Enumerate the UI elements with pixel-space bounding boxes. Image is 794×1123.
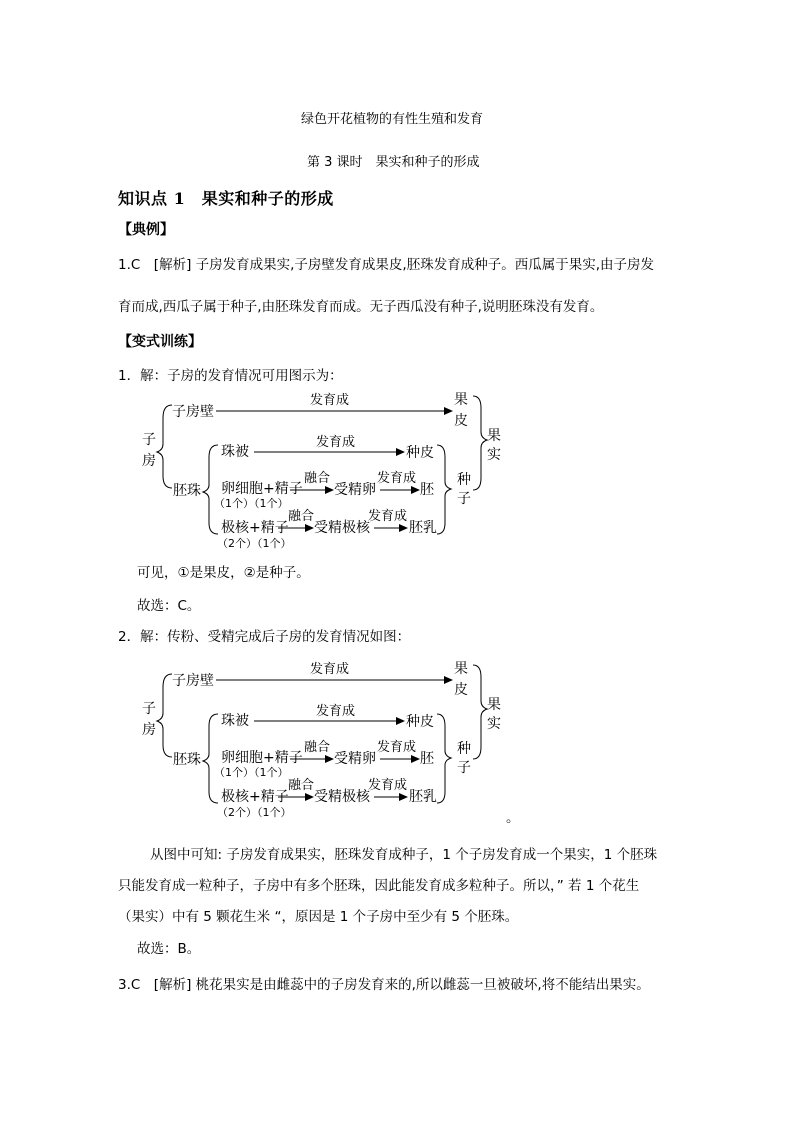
diagram-peel-char-1: 果	[454, 392, 468, 408]
diagram2-fruit-brace	[473, 665, 487, 759]
practice-q2-para-line2: 只能发育成一粒种子，子房中有多个胚珠，因此能发育成多粒种子。所以，” 若 1 个花生	[118, 878, 640, 894]
diagram2-egg-sperm: 卵细胞+精子	[221, 750, 303, 766]
diagram-peel-char-2: 皮	[454, 413, 468, 429]
diagram-develops-2: 发育成	[316, 435, 356, 450]
example-label: 【典例】	[118, 222, 174, 238]
example-q1-line2: 育而成,西瓜子属于种子,由胚珠发育而成。无子西瓜没有种子,说明胚珠没有发育。	[118, 299, 604, 315]
example-q1-line1: 1.C [解析] 子房发育成果实,子房壁发育成果皮,胚珠发育成种子。西瓜属于果实,由子房发	[118, 257, 655, 273]
diagram-fert-polar: 受精极核	[314, 520, 370, 536]
diagram2-polar-sperm: 极核+精子	[221, 789, 289, 805]
diagram-egg-sperm: 卵细胞+精子	[221, 481, 303, 497]
practice-q3: 3.C [解析] 桃花果实是由雌蕊中的子房发育来的,所以雌蕊一旦被破坏,将不能结出果实。	[118, 977, 650, 993]
diagram2-zygote: 受精卵	[334, 751, 376, 767]
practice-q1-answer: 故选：C。	[137, 598, 201, 614]
diagram2-peel-char-1: 果	[454, 661, 468, 677]
diagram2-seed-char-2: 子	[457, 760, 471, 776]
diagram2-develops-2: 发育成	[316, 704, 356, 719]
diagram-seed-coat: 种皮	[406, 445, 434, 461]
diagram-develops-4: 发育成	[368, 509, 408, 524]
diagram2-fert-polar: 受精极核	[314, 789, 370, 805]
diagram2-ovary-brace	[157, 674, 172, 757]
diagram-develops-1: 发育成	[310, 393, 350, 408]
diagram2-fruit-char-1: 果	[487, 697, 501, 713]
diagram-fruit-char-2: 实	[487, 447, 501, 463]
diagram2-develops-3: 发育成	[377, 740, 417, 755]
diagram2-fruit-char-2: 实	[487, 716, 501, 732]
diagram2-develops-1: 发育成	[310, 662, 350, 677]
diagram-ovary-wall: 子房壁	[172, 404, 214, 420]
diagram2-egg-count: （1个）（1个）	[214, 766, 289, 779]
diagram-ovary-char-2: 房	[142, 453, 156, 469]
diagram-ovary-char-1: 子	[142, 432, 156, 448]
practice-q2-para-line1: 从图中可知: 子房发育成果实，胚珠发育成种子，1 个子房发育成一个果实，1 个胚珠	[150, 847, 658, 863]
practice-q2-intro: 2．解：传粉、受精完成后子房的发育情况如图：	[118, 629, 411, 645]
diagram2-fuse-2: 融合	[288, 778, 315, 793]
diagram2-ovule-brace	[203, 714, 218, 803]
diagram2-seed-brace	[437, 714, 451, 803]
page-title: 绿色开花植物的有性生殖和发育	[301, 112, 484, 127]
diagram-zygote: 受精卵	[334, 482, 376, 498]
diagram2-seed-char-1: 种	[457, 741, 471, 757]
diagram-endosperm: 胚乳	[409, 520, 437, 536]
practice-q2-period: 。	[506, 810, 520, 826]
diagram2-develops-4: 发育成	[368, 778, 408, 793]
diagram2-ovule: 胚珠	[173, 752, 201, 768]
diagram-develops-3: 发育成	[377, 471, 417, 486]
diagram-seed-char-2: 子	[457, 491, 471, 507]
diagram-egg-count: （1个）（1个）	[214, 497, 289, 510]
diagram-polar-sperm: 极核+精子	[221, 520, 289, 536]
practice-label: 【变式训练】	[118, 334, 202, 350]
diagram2-endosperm: 胚乳	[409, 789, 437, 805]
practice-q1-intro: 1．解：子房的发育情况可用图示为：	[118, 368, 343, 384]
diagram2-integument: 珠被	[221, 713, 249, 729]
diagram-fuse-1: 融合	[304, 471, 331, 486]
section-heading: 知识点 1 果实和种子的形成	[118, 189, 334, 208]
diagram-fruit-char-1: 果	[487, 428, 501, 444]
practice-q2-para-line3: （果实）中有 5 颗花生米 “，原因是 1 个子房中至少有 5 个胚珠。	[118, 909, 519, 925]
diagram2-ovary-wall: 子房壁	[172, 673, 214, 689]
diagram-embryo: 胚	[420, 482, 434, 498]
diagram-ovule: 胚珠	[173, 483, 201, 499]
diagram-seed-char-1: 种	[457, 472, 471, 488]
page-subtitle: 第 3 课时 果实和种子的形成	[307, 155, 480, 170]
diagram-integument: 珠被	[221, 444, 249, 460]
diagram2-embryo: 胚	[420, 751, 434, 767]
practice-q1-conclusion: 可见，①是果皮，②是种子。	[137, 565, 310, 581]
practice-q2-answer: 故选：B。	[137, 941, 201, 957]
diagram2-seed-coat: 种皮	[406, 714, 434, 730]
diagram2-ovary-char-1: 子	[142, 701, 156, 717]
diagram2-ovary-char-2: 房	[142, 722, 156, 738]
diagram-polar-count: （2个）（1个）	[217, 537, 292, 550]
diagram2-fuse-1: 融合	[304, 740, 331, 755]
diagram2-polar-count: （2个）（1个）	[217, 806, 292, 819]
diagram2-peel-char-2: 皮	[454, 682, 468, 698]
diagram-fuse-2: 融合	[288, 509, 315, 524]
